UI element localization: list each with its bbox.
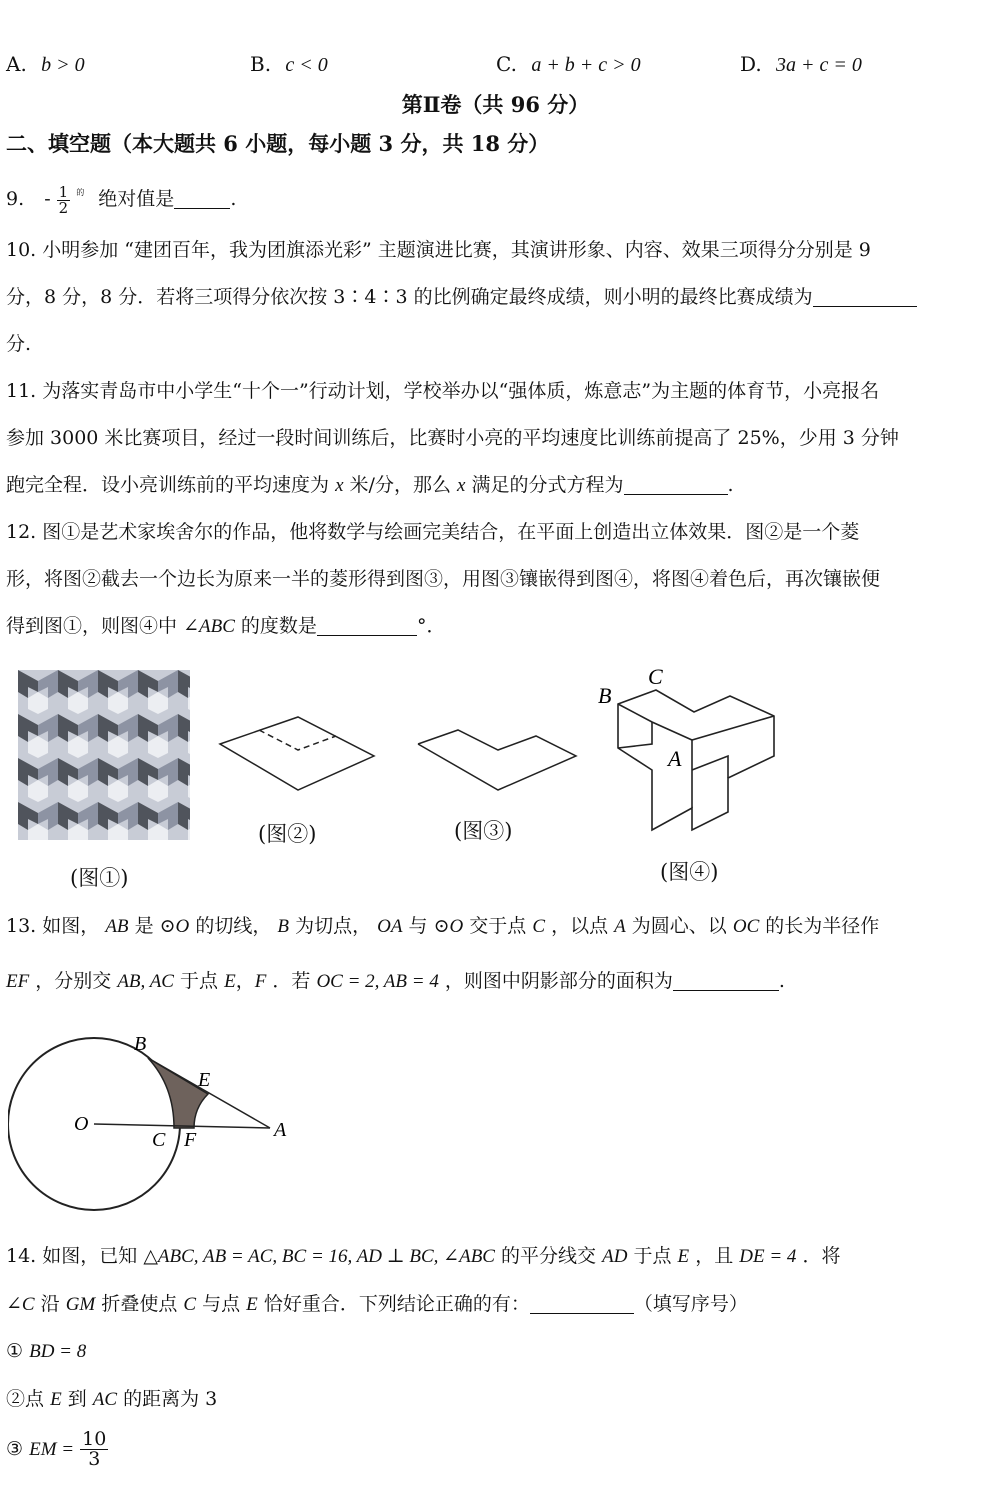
option-c: C. a + b + c > 0 [496, 52, 641, 76]
question-14-line-1: 14. 如图，已知 △ABC, AB = AC, BC = 16, AD ⊥ BC, ∠ABC 的平分线交 AD 于点 E ，且 DE = 4 ．将 [6, 1245, 841, 1267]
circle-tangent-figure [8, 1028, 308, 1224]
part-heading: 二、填空题（本大题共 6 小题，每小题 3 分，共 18 分） [6, 131, 550, 156]
option-d: D. 3a + c = 0 [740, 52, 862, 76]
option-a: A. b > 0 [6, 52, 85, 76]
answer-blank [673, 972, 779, 991]
tiling-figure [592, 660, 782, 842]
conclusion-1: ① BD = 8 [6, 1340, 87, 1362]
question-12-line-3: 得到图①，则图④中 ∠ABC 的度数是 °． [6, 615, 446, 637]
answer-blank [813, 288, 917, 307]
question-11-line-3: 跑完全程．设小亮训练前的平均速度为 x 米/分，那么 x 满足的分式方程为 . [6, 474, 734, 496]
answer-blank [317, 617, 417, 636]
question-10-line-1: 10. 小明参加 “建团百年，我为团旗添光彩” 主题演进比赛，其演讲形象、内容、效果三项得分分别是 9 [6, 239, 871, 261]
option-b: B. c < 0 [250, 52, 328, 76]
point-a-label: A [274, 1119, 287, 1141]
fraction: $\frac{10}{3}$ [82, 1428, 107, 1470]
question-10-line-3: 分. [6, 333, 32, 355]
fraction: $\frac{1}{2}$ [58, 182, 69, 217]
point-o-label: O [74, 1113, 89, 1135]
figure-3-caption: (图③) [454, 819, 513, 843]
question-12-line-1: 12. 图①是艺术家埃舍尔的作品，他将数学与绘画完美结合，在平面上创造出立体效果．图②是一个菱 [6, 521, 860, 543]
cut-rhombus-figure [412, 712, 582, 796]
escher-tessellation-figure [18, 670, 190, 840]
question-9: 9. - $\frac{1}{2}$ $^的$ 绝对值是 . [6, 182, 237, 217]
point-f-label: F [184, 1129, 197, 1151]
conclusion-2: ②点 E 到 AC 的距离为 3 [6, 1388, 218, 1410]
figure-2-caption: (图②) [258, 822, 317, 846]
question-14-line-2: ∠C 沿 GM 折叠使点 C 与点 E 恰好重合．下列结论正确的有： （填写序号） [6, 1293, 748, 1315]
question-13-line-2: EF ，分别交 AB, AC 于点 E，F ．若 OC = 2, AB = 4 ，则图中阴影部分的面积为 . [6, 970, 785, 992]
point-c-label: C [152, 1129, 166, 1151]
question-11-line-2: 参加 3000 米比赛项目，经过一段时间训练后，比赛时小亮的平均速度比训练前提高了 25%，少用 3 分钟 [6, 427, 899, 449]
point-e-label: E [198, 1069, 211, 1091]
label-b: B [598, 683, 612, 708]
label-a: A [668, 746, 682, 771]
answer-blank [174, 190, 230, 209]
answer-blank [530, 1295, 634, 1314]
question-11-line-1: 11. 为落实青岛市中小学生“十个一”行动计划，学校举办以“强体质，炼意志”为主题的体育节，小亮报名 [6, 380, 880, 402]
figure-1-caption: (图①) [70, 866, 129, 890]
question-13-line-1: 13. 如图， AB 是 ⊙O 的切线， B 为切点， OA 与 ⊙O 交于点 C ，以点 A 为圆心、以 OC 的长为半径作 [6, 915, 880, 937]
rhombus-figure [214, 712, 380, 796]
figure-4-caption: (图④) [660, 860, 719, 884]
conclusion-3: ③ EM = $\frac{10}{3}$ [6, 1428, 107, 1470]
label-c: C [648, 664, 663, 689]
question-10-line-2: 分，8 分，8 分．若将三项得分依次按 3∶4∶3 的比例确定最终成绩，则小明的最终比赛成绩为 [6, 284, 917, 310]
question-12-line-2: 形，将图②截去一个边长为原来一半的菱形得到图③，用图③镶嵌得到图④，将图④着色后，再次镶嵌便 [6, 568, 881, 590]
answer-blank [624, 476, 728, 495]
point-b-label: B [134, 1033, 147, 1055]
section-title: 第Ⅱ卷（共 96 分） [401, 92, 590, 117]
